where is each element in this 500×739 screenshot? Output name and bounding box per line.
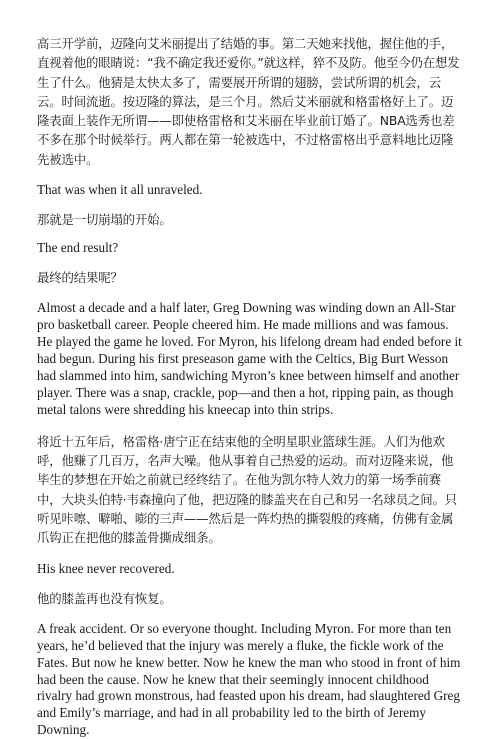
paragraph-zh-knee: 他的膝盖再也没有恢复。 [37, 590, 172, 606]
paragraph-en-end-result: The end result? [37, 240, 119, 256]
paragraph-zh-unraveled: 那就是一切崩塌的开始。 [37, 211, 172, 227]
paragraph-zh-end-result: 最终的结果呢？ [37, 270, 123, 286]
paragraph-en-knee: His knee never recovered. [37, 560, 175, 576]
paragraph-en-career: Almost a decade and a half later, Greg Downing was winding down an All-Star pro basketball career. People cheered him. He made millions and was famous. He played the game he loved. For Myron, his lifelong dream had ended before it had begun. During his first preseason game with the Celtics, Big Burt Wesson had slammed into him, sandwiching Myron’s knee between himself and another player. There was a snap, crackle, pop—and then a hot, ripping pain, as though metal talons were shredding his kneecap into thin strips. [37, 300, 462, 417]
document-page [37, 34, 464, 739]
paragraph-zh-engagement: 高三开学前，迈隆向艾米丽提出了结婚的事。第二天她来找他，握住他的手，直视着他的眼睛说：“我不确定我还爱你。”就这样，猝不及防。他至今仍在想发生了什么。他猜是太快太多了，需要展开所谓的翅膀，尝试所谓的机会，云云。时间流逝。按迈隆的算法，是三个月。然后艾米丽就和格雷格好上了。迈隆表面上装作无所谓——即使格雷格和艾米丽在毕业前订婚了。NBA选秀也差不多在那个时候举行。两人都在第一轮被选中，不过格雷格出乎意料地比迈隆先被选中。 [37, 36, 460, 167]
paragraph-zh-career: 将近十五年后，格雷格·唐宁正在结束他的全明星职业篮球生涯。人们为他欢呼，他赚了几百万，名声大噪。他从事着自己热爱的运动。而对迈隆来说，他毕生的梦想在开始之前就已经终结了。在他为凯尔特人效力的第一场季前赛中，大块头伯特·韦森撞向了他，把迈隆的膝盖夹在自己和另一名球员之间。只听见咔嚓、噼啪、嘭的三声——然后是一阵灼热的撕裂般的疼痛，仿佛有金属爪钩正在把他的膝盖骨撕成细条。 [37, 433, 457, 546]
paragraph-en-unraveled: That was when it all unraveled. [37, 182, 203, 198]
paragraph-en-freak-accident: A freak accident. Or so everyone thought. Including Myron. For more than ten years, he’d believed that the injury was merely a fluke, the fickle work of the Fates. But now he knew better. Now he knew the man who stood in front of him had been the cause. Now he knew that their seemingly innocent childhood rivalry had grown monstrous, had feasted upon his dream, had slaughtered Greg and Emily’s marriage, and had in all probability led to the birth of Jeremy Downing. [37, 620, 461, 738]
